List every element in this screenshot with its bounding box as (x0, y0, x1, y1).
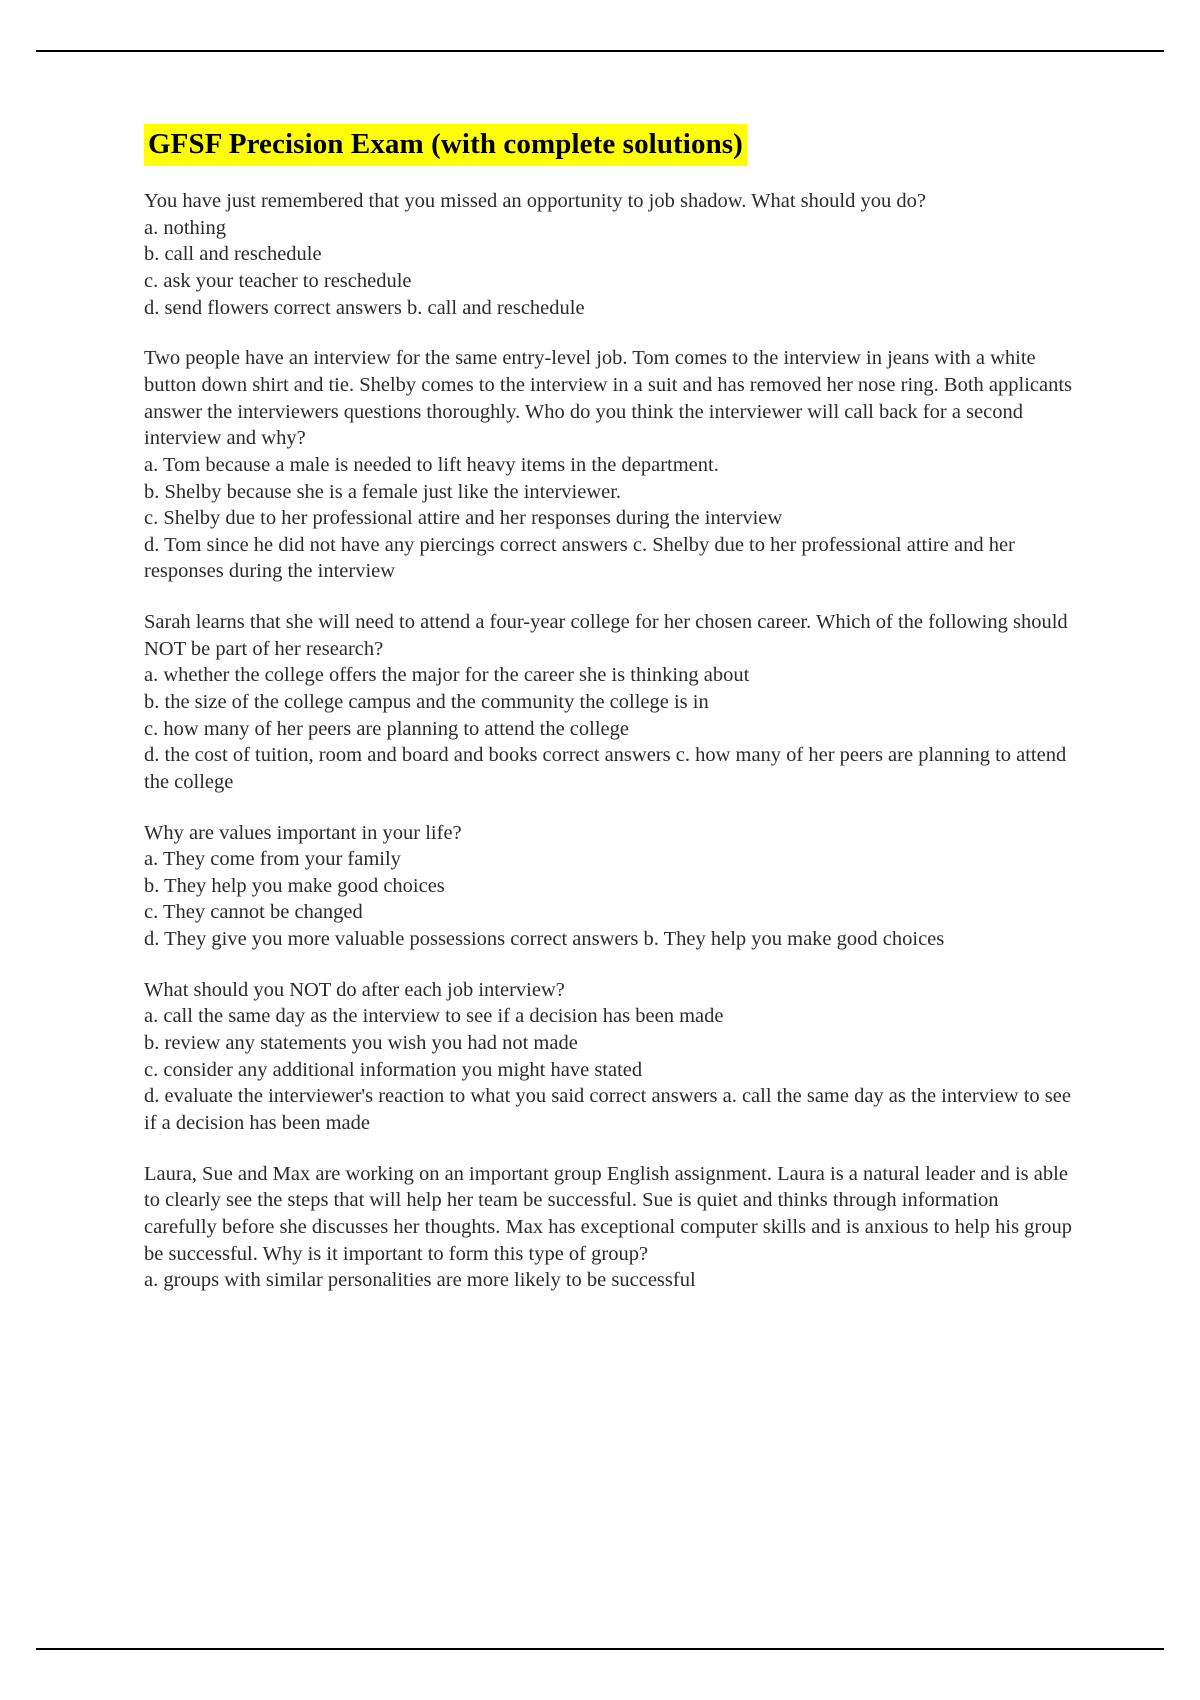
answer-option: a. Tom because a male is needed to lift heavy items in the department. (144, 453, 719, 476)
question-block (144, 345, 1074, 585)
question-stem: Two people have an interview for the same entry-level job. Tom comes to the interview in jeans with a white button down shirt and tie. Shelby comes to the interview in a suit and has removed her nose ring. Both applicants answer the interviewers questions thoroughly. Who do you think the interviewer will call back for a second interview and why? (144, 347, 1073, 450)
answer-option: b. call and reschedule (144, 243, 322, 266)
answer-option: d. the cost of tuition, room and board and books correct answers c. how many of her peers are planning to attend the college (144, 744, 1067, 793)
answer-option: a. They come from your family (144, 848, 401, 871)
answer-option: c. They cannot be changed (144, 901, 363, 924)
page-title: GFSF Precision Exam (with complete solutions) (144, 124, 747, 166)
answer-option: d. They give you more valuable possessions correct answers b. They help you make good choices (144, 928, 945, 951)
header-divider-line (36, 50, 1164, 52)
question-stem: Why are values important in your life? (144, 821, 462, 844)
question-stem: Laura, Sue and Max are working on an important group English assignment. Laura is a natural leader and is able to clearly see the steps that will help her team be successful. Sue is quiet and thinks through information carefully before she discusses her thoughts. Max has exceptional computer skills and is anxious to help his group be successful. Why is it important to form this type of group? (144, 1162, 1072, 1265)
answer-option: c. Shelby due to her professional attire and her responses during the interview (144, 507, 783, 530)
answer-option: a. nothing (144, 216, 226, 239)
answer-option: c. consider any additional information you might have stated (144, 1058, 643, 1081)
question-block (144, 1161, 1074, 1294)
answer-option: d. evaluate the interviewer's reaction to what you said correct answers a. call the same day as the interview to see if a decision has been made (144, 1085, 1071, 1134)
question-block (144, 820, 1074, 953)
answer-option: c. how many of her peers are planning to attend the college (144, 717, 629, 740)
footer-divider-line (36, 1648, 1164, 1650)
question-block (144, 977, 1074, 1137)
question-stem: Sarah learns that she will need to attend a four-year college for her chosen career. Which of the following should NOT be part of her research? (144, 611, 1068, 660)
answer-option: a. groups with similar personalities are more likely to be successful (144, 1269, 696, 1292)
answer-option: a. call the same day as the interview to see if a decision has been made (144, 1005, 724, 1028)
answer-option: b. They help you make good choices (144, 874, 445, 897)
answer-option: c. ask your teacher to reschedule (144, 270, 412, 293)
question-block (144, 188, 1074, 321)
question-block (144, 609, 1074, 795)
answer-option: b. review any statements you wish you had not made (144, 1032, 578, 1055)
answer-option: d. Tom since he did not have any piercings correct answers c. Shelby due to her professional attire and her responses during the interview (144, 533, 1015, 583)
document-body (144, 124, 1074, 1294)
answer-option: b. Shelby because she is a female just like the interviewer. (144, 480, 622, 503)
answer-option: d. send flowers correct answers b. call and reschedule (144, 296, 585, 319)
answer-option: b. the size of the college campus and the community the college is in (144, 691, 709, 713)
answer-option: a. whether the college offers the major for the career she is thinking about (144, 664, 750, 687)
question-stem: What should you NOT do after each job interview? (144, 978, 565, 1001)
question-stem: You have just remembered that you missed an opportunity to job shadow. What should you do? (144, 190, 926, 213)
